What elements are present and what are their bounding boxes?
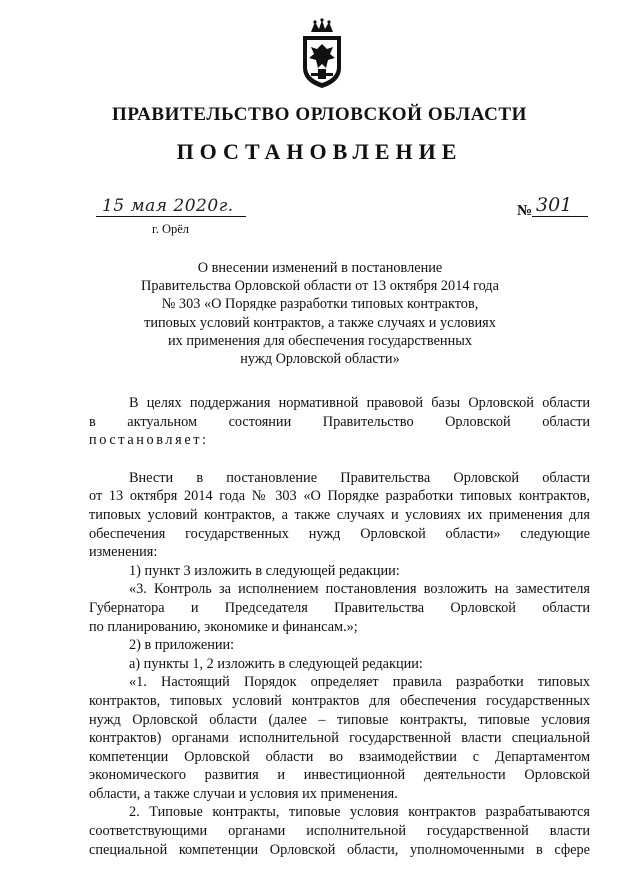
body-line: специальной компетенции Орловской области, уполномоченными в сфере (89, 841, 590, 858)
number-underline (532, 216, 588, 217)
body-line: 1) пункт 3 изложить в следующей редакции: (129, 562, 400, 579)
body-line: контрактов, типовых условий контрактов для обеспечения государственных (89, 692, 590, 709)
body-line: контрактов) органами исполнительной государственной власти специальной (89, 730, 590, 747)
body-line: экономического развития и инвестиционной деятельности Орловской (89, 767, 590, 784)
document-subject (120, 259, 520, 368)
subject-line: типовых условий контрактов, а также случаях и условиях (144, 314, 496, 331)
body-line: области, а также случаи и условия их применения. (89, 785, 398, 802)
body-line: Губернатора и Председателя Правительства Орловской области (89, 599, 590, 616)
date-underline (96, 216, 246, 217)
body-line: а) пункты 1, 2 изложить в следующей редакции: (129, 655, 423, 672)
body-line: изменения: (89, 544, 158, 561)
body-line: от 13 октября 2014 года № 303 «О Порядке разработки типовых контрактов, (89, 488, 590, 505)
organization-title: ПРАВИТЕЛЬСТВО ОРЛОВСКОЙ ОБЛАСТИ (111, 104, 528, 125)
preamble-line: в актуальном состоянии Правительство Орловской области (89, 413, 590, 430)
subject-line: нужд Орловской области» (240, 351, 400, 368)
body-line: типовых условий контрактов, а также случаях и условиях их применения для (89, 506, 590, 523)
subject-line: Правительства Орловской области от 13 октября 2014 года (141, 278, 499, 295)
body-line: «1. Настоящий Порядок определяет правила разработки типовых (129, 674, 590, 691)
handwritten-date: 15 мая 2020г. (102, 196, 234, 216)
coat-of-arms-emblem (297, 18, 347, 90)
resolution-verb: постановляет: (89, 432, 209, 449)
number-field (532, 194, 588, 217)
city-label: г. Орёл (152, 222, 190, 236)
body-line: 2) в приложении: (129, 637, 235, 654)
body-line: 2. Типовые контракты, типовые условия контрактов разрабатываются (129, 804, 590, 821)
body-line: Внести в постановление Правительства Орловской области (129, 469, 590, 486)
date-field (96, 196, 246, 217)
body-line: соответствующими органами исполнительной государственной власти (89, 823, 590, 840)
preamble-line: В целях поддержания нормативной правовой базы Орловской области (129, 395, 590, 411)
body-line: компетенции Орловской области во взаимодействии с Департаментом (89, 748, 590, 765)
document-body (89, 394, 590, 859)
subject-line: их применения для обеспечения государственных (168, 332, 472, 349)
body-line: нужд Орловской области (далее – типовые контракты, типовые условия (89, 711, 590, 728)
body-line: «3. Контроль за исполнением постановления возложить на заместителя (129, 581, 590, 598)
body-line: обеспечения государственных нужд Орловской области» следующие (89, 525, 590, 542)
body-line: по планированию, экономике и финансам.»; (89, 618, 358, 635)
handwritten-number: 301 (536, 194, 573, 216)
subject-line: № 303 «О Порядке разработки типовых контрактов, (161, 296, 479, 313)
document-type-title: ПОСТАНОВЛЕНИЕ (176, 139, 463, 164)
number-label: № (517, 203, 533, 219)
subject-line: О внесении изменений в постановление (197, 260, 443, 276)
